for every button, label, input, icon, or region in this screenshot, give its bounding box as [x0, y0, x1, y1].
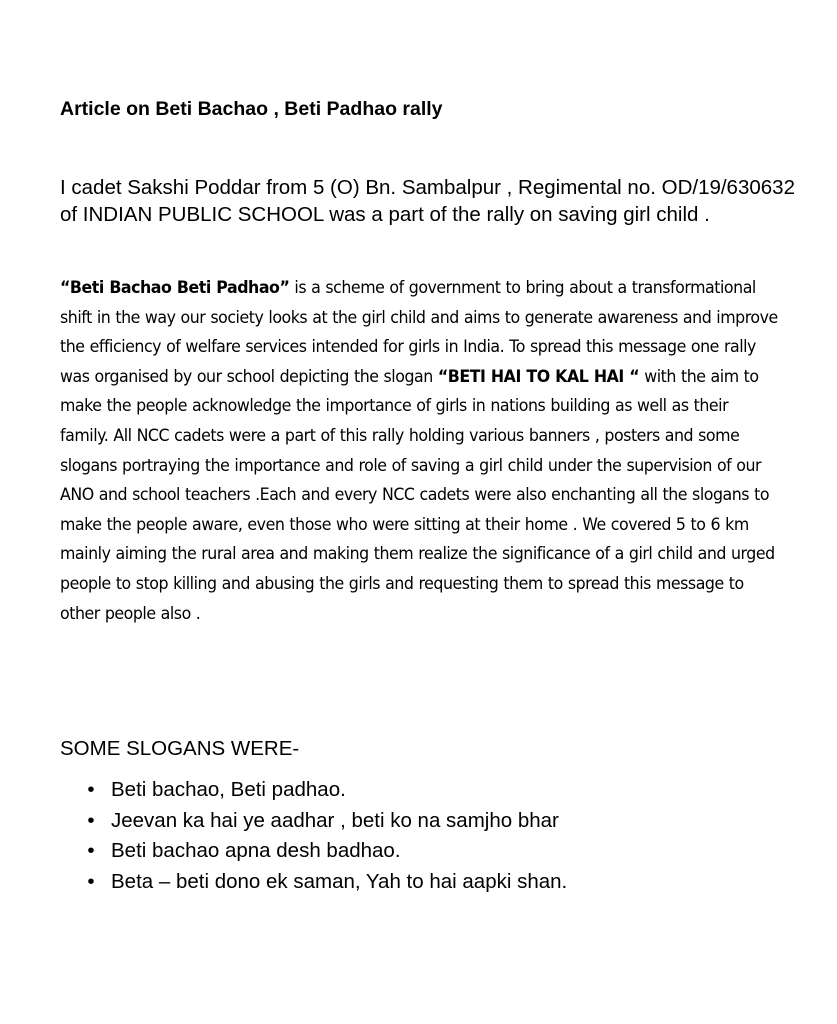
bullet-icon: • — [87, 778, 95, 801]
slogan-text: Beti bachao apna desh badhao. — [111, 839, 401, 862]
slogan-item — [84, 806, 804, 837]
slogan-text: Beti bachao, Beti padhao. — [111, 778, 346, 801]
article-title: Article on Beti Bachao , Beti Padhao rally — [60, 98, 443, 120]
slogans-list — [84, 775, 804, 897]
slogan-item — [84, 867, 804, 898]
rally-slogan-bold: “BETI HAI TO KAL HAI “ — [437, 366, 640, 387]
bullet-icon: • — [87, 869, 95, 893]
body-paragraph — [60, 274, 781, 629]
slogan-text: Beta – beti dono ek saman, Yah to hai aapki shan. — [111, 869, 568, 893]
slogans-heading: SOME SLOGANS WERE- — [60, 737, 300, 760]
slogan-text: Jeevan ka hai ye aadhar , beti ko na samjho bhar — [111, 808, 559, 832]
intro-paragraph: I cadet Sakshi Poddar from 5 (O) Bn. Sambalpur , Regimental no. OD/19/630632 of INDIAN PUBLIC SCHOOL was a part of the rally on saving girl child . — [60, 176, 795, 226]
bullet-icon: • — [87, 839, 95, 862]
body-text-part-1: is a scheme of government to bring about a transformational shift in the way our society looks at the girl child and aims to generate awareness and improve the efficiency of welfare services intended for girls in India. To spread this message one rally was organised by our school depicting the slogan — [60, 278, 778, 387]
scheme-name-bold: “Beti Bachao Beti Padhao” — [60, 278, 290, 298]
slogan-item — [84, 836, 804, 867]
body-text-part-2: with the aim to make the people acknowledge the importance of girls in nations building as well as their family. All NCC cadets were a part of this rally holding various banners , posters and some slogans portraying the importance and role of saving a girl child under the supervision of our ANO and school teachers .Each and every NCC cadets were also enchanting all the slogans to make the people aware, even those who were sitting at their home . We covered 5 to 6 km mainly aiming the rural area and making them realize the significance of a girl child and urged people to stop killing and abusing the girls and requesting them to spread this message to other people also . — [60, 366, 775, 624]
slogan-item — [84, 775, 804, 806]
bullet-icon: • — [87, 808, 95, 832]
